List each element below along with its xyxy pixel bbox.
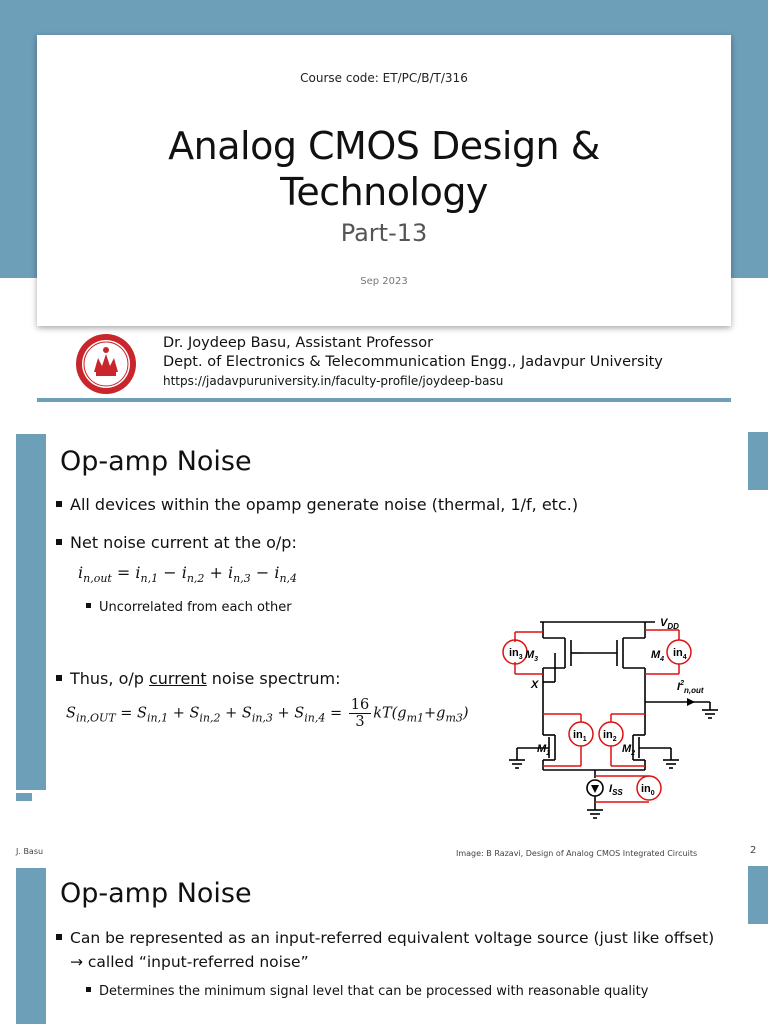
opamp-noise-circuit-diagram	[495, 610, 745, 830]
course-code: Course code: ET/PC/B/T/316	[300, 71, 468, 85]
page-number: 2	[750, 845, 757, 856]
divider	[37, 398, 731, 402]
slide3-title: Op-amp Noise	[60, 878, 252, 909]
vdd-label: $V_{DD}$	[660, 617, 679, 631]
slide2-bullet-3: Thus, o/p current noise spectrum:	[56, 669, 341, 688]
in0-label: $in_0$	[641, 783, 655, 797]
noise-spectrum-equation: $S_{in,OUT} = S_{in,1} + S_{in,2} + S_{in,3} + S_{in,4}$ = $\frac{16}{3}$ $kT(g_{m1}+g_{m3})$	[66, 697, 469, 730]
in1-label: $in_1$	[573, 729, 587, 743]
department: Dept. of Electronics & Telecommunication Engg., Jadavpur University	[163, 354, 663, 370]
slide2-left-bar	[16, 432, 46, 790]
bullet-icon	[56, 501, 62, 507]
m3-label: $M_3$	[525, 649, 539, 663]
university-seal-icon	[74, 332, 138, 396]
slide3-sub-bullet-1: Determines the minimum signal level that can be processed with reasonable quality	[86, 984, 648, 999]
bullet-icon	[86, 603, 91, 608]
title-line-1: Analog CMOS Design &	[168, 124, 600, 168]
in3-label: $in_3$	[509, 647, 523, 661]
slide-title	[37, 123, 731, 215]
image-credit: Image: B Razavi, Design of Analog CMOS Integrated Circuits	[456, 849, 698, 858]
slide2-sub-bullet-1: Uncorrelated from each other	[86, 600, 292, 615]
footer-author: J. Basu	[16, 847, 44, 856]
bullet-icon	[56, 675, 62, 681]
slide3-left-bar	[16, 866, 46, 1024]
x-node-label: X	[531, 679, 539, 691]
slide2-bullet-2: Net noise current at the o/p:	[56, 533, 297, 552]
slide2-left-bar-tab	[16, 793, 32, 801]
part-label: Part-13	[340, 219, 428, 247]
bullet-icon	[56, 934, 62, 940]
title-card	[37, 35, 731, 326]
in4-label: $in_4$	[673, 647, 687, 661]
iss-label: $I_{SS}$	[609, 783, 623, 797]
date-label: Sep 2023	[360, 276, 408, 287]
output-noise-label: $I^2_{n,out}$	[677, 680, 704, 695]
bullet-icon	[86, 987, 91, 992]
title-line-2: Technology	[280, 170, 488, 214]
m1-label: $M_1$	[537, 743, 551, 757]
slide2-title: Op-amp Noise	[60, 446, 252, 477]
noise-current-equation: $i_{n,out} = i_{n,1} - i_{n,2} + i_{n,3} - i_{n,4}$	[78, 563, 298, 586]
slide3-right-bar	[748, 866, 768, 924]
profile-link[interactable]: https://jadavpuruniversity.in/faculty-profile/joydeep-basu	[163, 374, 504, 388]
bullet-icon	[56, 539, 62, 545]
in2-label: $in_2$	[603, 729, 617, 743]
m4-label: $M_4$	[651, 649, 665, 663]
slide2-bullet-1: All devices within the opamp generate noise (thermal, 1/f, etc.)	[56, 495, 578, 514]
m2-label: $M_2$	[622, 743, 636, 757]
slide3-bullet-1: Can be represented as an input-referred equivalent voltage source (just like offset)	[56, 929, 714, 947]
slide3-bullet-1-cont: → called “input-referred noise”	[70, 953, 309, 971]
slide2-right-bar	[748, 432, 768, 490]
author-name: Dr. Joydeep Basu, Assistant Professor	[163, 335, 434, 351]
